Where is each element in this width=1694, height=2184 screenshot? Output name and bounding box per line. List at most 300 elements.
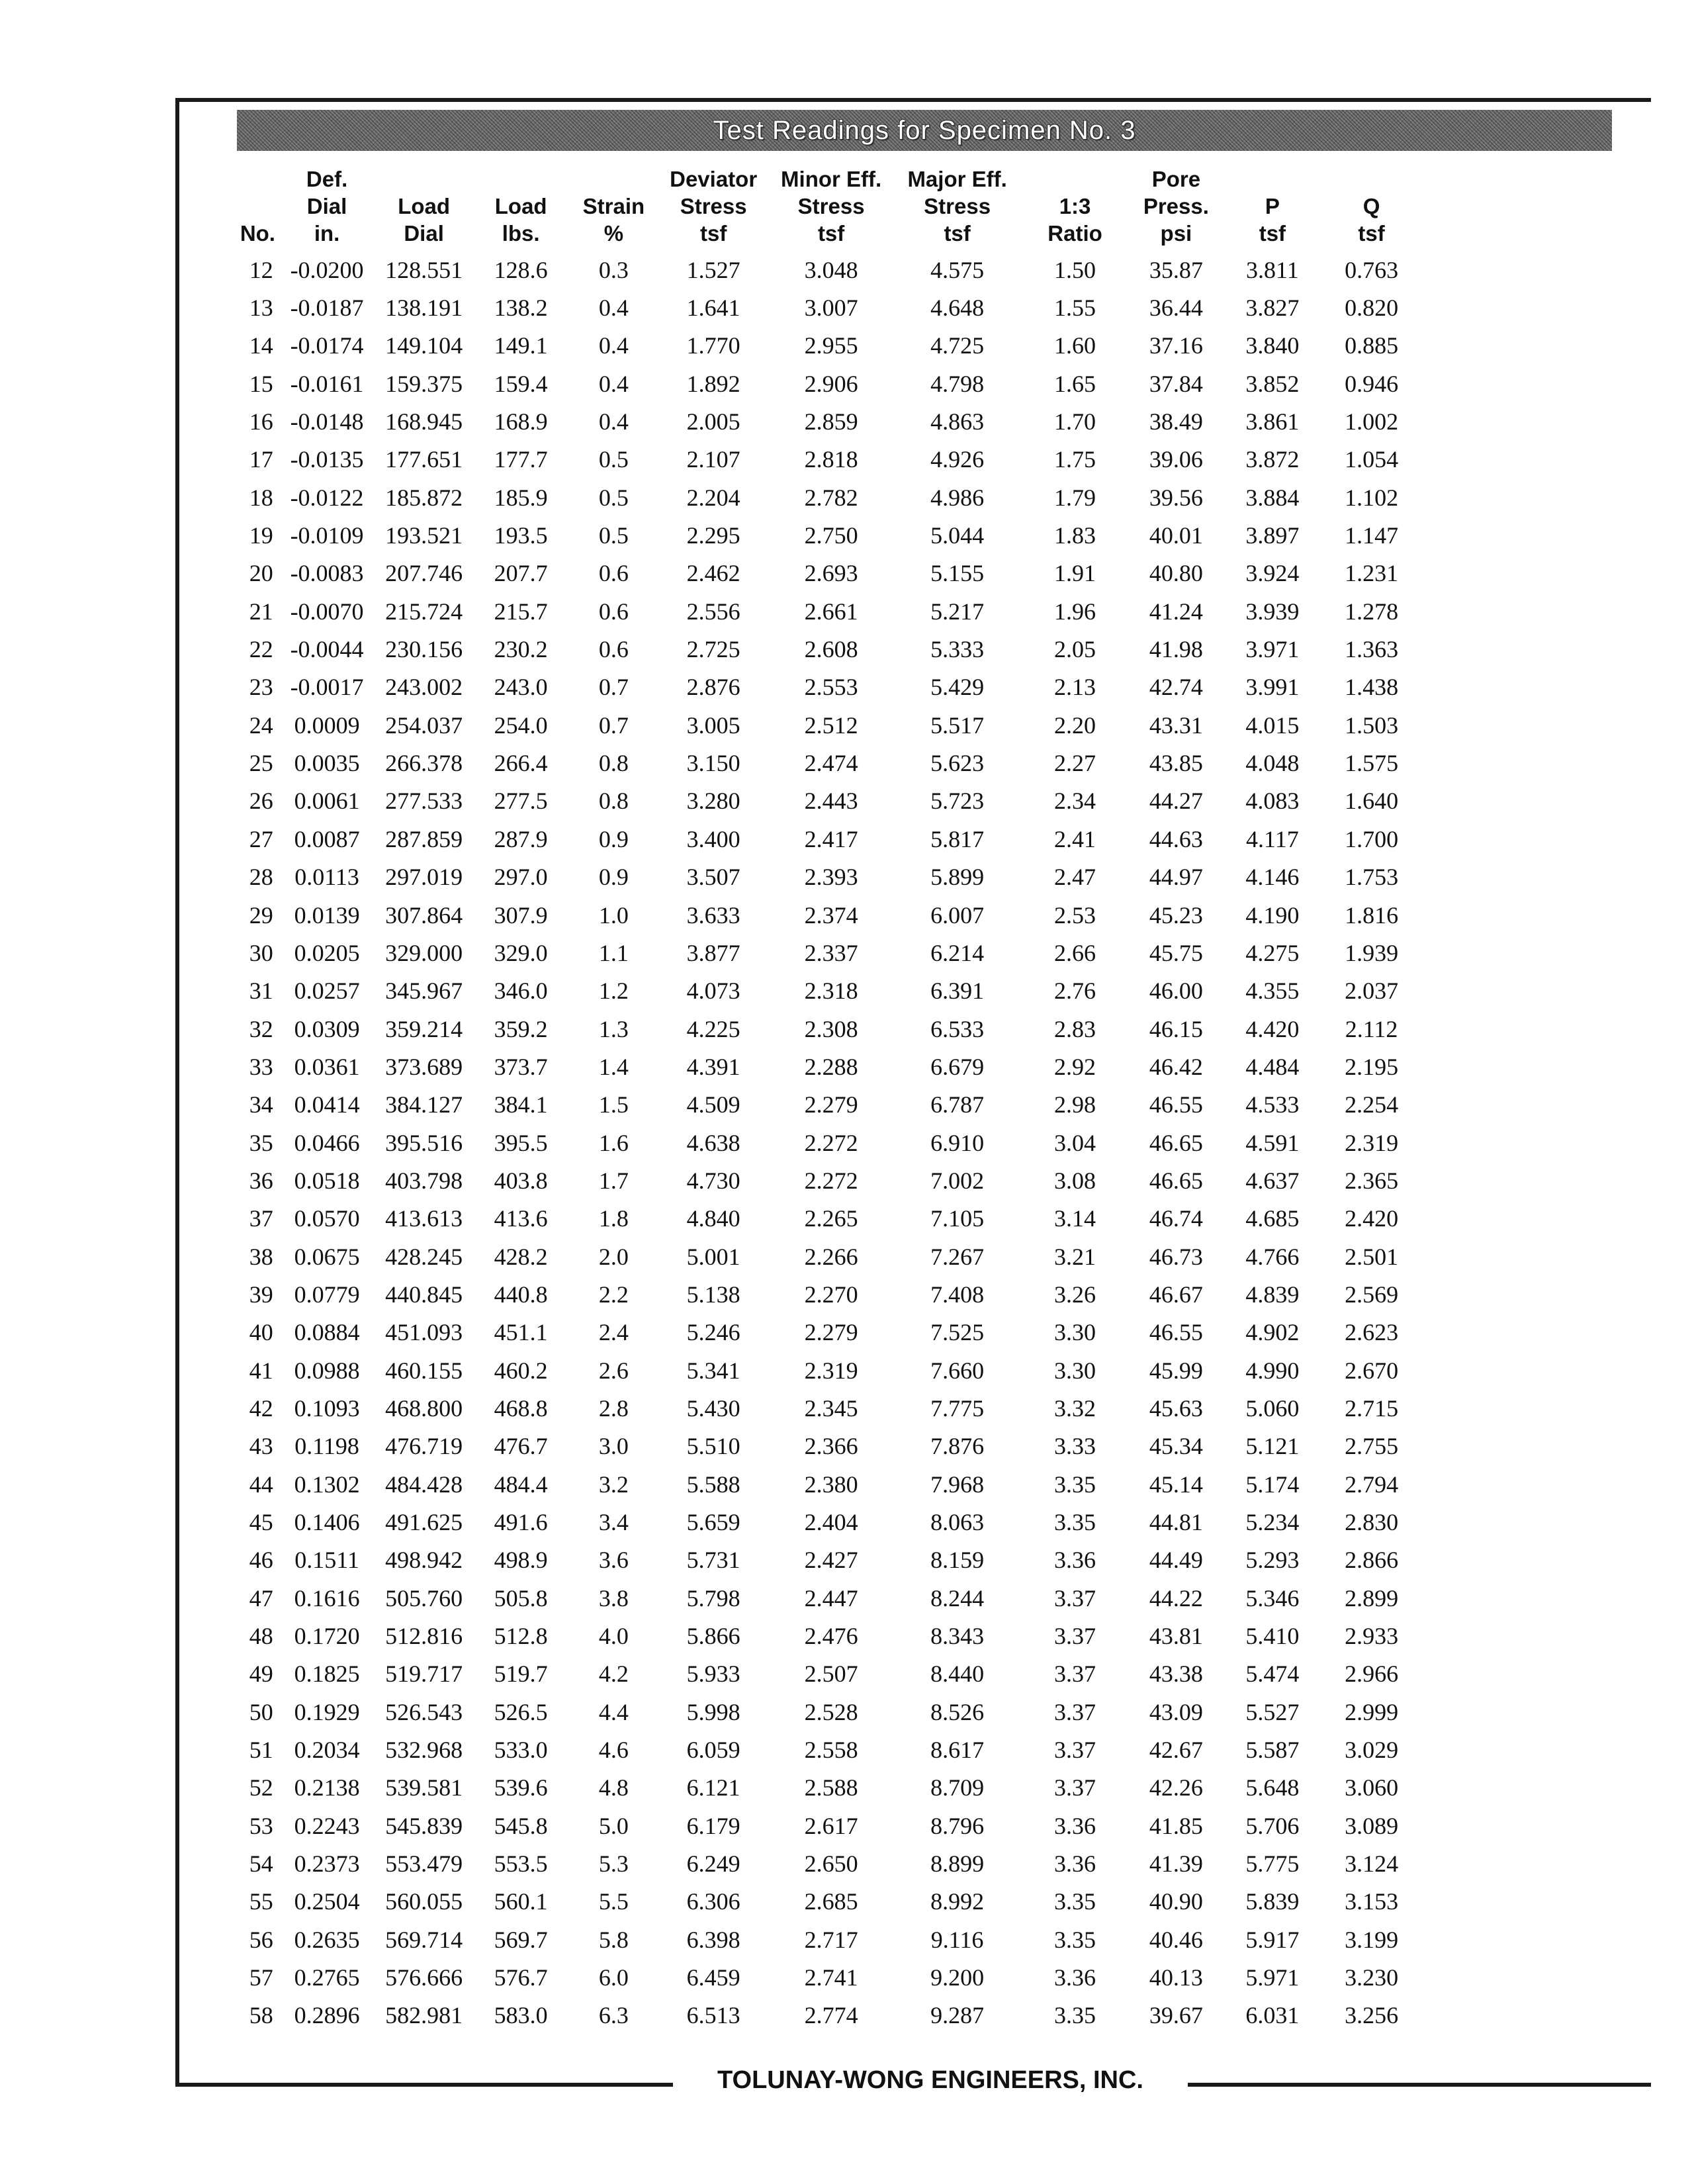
cell-load-lbs: 215.7 — [494, 598, 548, 625]
cell-pore-press: 44.81 — [1149, 1509, 1203, 1536]
cell-load-dial: 287.859 — [385, 825, 463, 852]
cell-p: 4.420 — [1245, 1015, 1300, 1042]
cell-pore-press: 46.65 — [1149, 1167, 1203, 1194]
cell-load-dial: 168.945 — [385, 408, 463, 435]
cell-deviator-stress: 6.249 — [686, 1850, 740, 1878]
cell-deviator-stress: 6.121 — [686, 1774, 740, 1801]
cell-no: 31 — [249, 978, 273, 1005]
cell-no: 30 — [249, 939, 273, 966]
cell-pore-press: 40.80 — [1149, 560, 1203, 587]
cell-load-lbs: 498.9 — [494, 1547, 548, 1574]
cell-pore-press: 38.49 — [1149, 408, 1203, 435]
cell-load-dial: 277.533 — [385, 788, 463, 815]
cell-load-lbs: 403.8 — [494, 1167, 548, 1194]
cell-strain: 5.0 — [598, 1812, 629, 1839]
cell-minor-eff-stress: 2.266 — [804, 1243, 858, 1270]
cell-no: 20 — [249, 560, 273, 587]
table-row — [237, 1465, 1421, 1503]
cell-def-dial: 0.1929 — [294, 1698, 360, 1725]
cell-def-dial: 0.0061 — [294, 788, 360, 815]
cell-strain: 5.3 — [598, 1850, 629, 1878]
cell-minor-eff-stress: 2.374 — [804, 901, 858, 929]
cell-load-lbs: 329.0 — [494, 939, 548, 966]
cell-load-lbs: 428.2 — [494, 1243, 548, 1270]
table-row — [237, 1921, 1421, 1958]
cell-def-dial: -0.0070 — [290, 598, 364, 625]
cell-p: 5.648 — [1245, 1774, 1300, 1801]
cell-major-eff-stress: 7.660 — [930, 1357, 985, 1384]
cell-minor-eff-stress: 2.270 — [804, 1281, 858, 1308]
cell-q: 2.899 — [1345, 1584, 1399, 1612]
cell-major-eff-stress: 6.214 — [930, 939, 985, 966]
cell-no: 38 — [249, 1243, 273, 1270]
cell-q: 1.700 — [1345, 825, 1399, 852]
cell-pore-press: 46.42 — [1149, 1053, 1203, 1080]
cell-load-lbs: 583.0 — [494, 2002, 548, 2029]
cell-q: 0.946 — [1345, 370, 1399, 397]
cell-ratio: 2.27 — [1054, 750, 1096, 777]
cell-q: 2.755 — [1345, 1433, 1399, 1460]
table-row — [237, 1541, 1421, 1579]
cell-load-dial: 498.942 — [385, 1547, 463, 1574]
cell-major-eff-stress: 7.105 — [930, 1205, 985, 1232]
cell-load-dial: 185.872 — [385, 484, 463, 511]
cell-q: 3.199 — [1345, 1926, 1399, 1953]
cell-strain: 0.5 — [598, 522, 629, 549]
cell-deviator-stress: 3.005 — [686, 711, 740, 739]
cell-deviator-stress: 6.179 — [686, 1812, 740, 1839]
cell-load-dial: 451.093 — [385, 1319, 463, 1346]
cell-q: 3.153 — [1345, 1888, 1399, 1915]
cell-major-eff-stress: 4.575 — [930, 256, 985, 283]
cell-strain: 1.3 — [598, 1015, 629, 1042]
cell-pore-press: 45.75 — [1149, 939, 1203, 966]
table-row — [237, 516, 1421, 554]
cell-strain: 3.2 — [598, 1471, 629, 1498]
cell-ratio: 1.65 — [1054, 370, 1096, 397]
cell-strain: 1.6 — [598, 1129, 629, 1156]
cell-def-dial: -0.0083 — [290, 560, 364, 587]
cell-ratio: 3.08 — [1054, 1167, 1096, 1194]
cell-ratio: 2.05 — [1054, 636, 1096, 663]
cell-major-eff-stress: 5.333 — [930, 636, 985, 663]
cell-no: 33 — [249, 1053, 273, 1080]
cell-minor-eff-stress: 2.417 — [804, 825, 858, 852]
cell-ratio: 1.55 — [1054, 295, 1096, 322]
cell-def-dial: 0.0257 — [294, 978, 360, 1005]
cell-deviator-stress: 6.306 — [686, 1888, 740, 1915]
cell-major-eff-stress: 4.648 — [930, 295, 985, 322]
cell-deviator-stress: 5.510 — [686, 1433, 740, 1460]
cell-ratio: 3.37 — [1054, 1661, 1096, 1688]
cell-ratio: 3.35 — [1054, 1888, 1096, 1915]
cell-no: 37 — [249, 1205, 273, 1232]
cell-deviator-stress: 3.280 — [686, 788, 740, 815]
table-row — [237, 820, 1421, 858]
cell-strain: 0.9 — [598, 825, 629, 852]
cell-pore-press: 43.81 — [1149, 1623, 1203, 1650]
cell-def-dial: 0.1720 — [294, 1623, 360, 1650]
cell-deviator-stress: 6.398 — [686, 1926, 740, 1953]
cell-q: 3.029 — [1345, 1737, 1399, 1764]
table-row — [237, 668, 1421, 706]
cell-ratio: 2.76 — [1054, 978, 1096, 1005]
cell-pore-press: 45.99 — [1149, 1357, 1203, 1384]
cell-major-eff-stress: 5.723 — [930, 788, 985, 815]
cell-major-eff-stress: 4.798 — [930, 370, 985, 397]
cell-def-dial: 0.0009 — [294, 711, 360, 739]
cell-load-dial: 403.798 — [385, 1167, 463, 1194]
cell-strain: 1.8 — [598, 1205, 629, 1232]
cell-deviator-stress: 5.138 — [686, 1281, 740, 1308]
cell-no: 34 — [249, 1091, 273, 1118]
cell-pore-press: 43.09 — [1149, 1698, 1203, 1725]
cell-def-dial: 0.0518 — [294, 1167, 360, 1194]
cell-load-lbs: 384.1 — [494, 1091, 548, 1118]
cell-q: 1.640 — [1345, 788, 1399, 815]
cell-no: 18 — [249, 484, 273, 511]
cell-pore-press: 45.34 — [1149, 1433, 1203, 1460]
cell-strain: 2.4 — [598, 1319, 629, 1346]
cell-ratio: 2.53 — [1054, 901, 1096, 929]
cell-major-eff-stress: 4.986 — [930, 484, 985, 511]
cell-def-dial: 0.1616 — [294, 1584, 360, 1612]
cell-minor-eff-stress: 2.318 — [804, 978, 858, 1005]
cell-no: 55 — [249, 1888, 273, 1915]
table-row — [237, 972, 1421, 1010]
cell-p: 4.146 — [1245, 864, 1300, 891]
cell-load-dial: 159.375 — [385, 370, 463, 397]
cell-no: 19 — [249, 522, 273, 549]
cell-minor-eff-stress: 2.265 — [804, 1205, 858, 1232]
table-row — [237, 1428, 1421, 1465]
cell-minor-eff-stress: 2.279 — [804, 1091, 858, 1118]
cell-def-dial: 0.0675 — [294, 1243, 360, 1270]
cell-minor-eff-stress: 2.507 — [804, 1661, 858, 1688]
cell-major-eff-stress: 5.217 — [930, 598, 985, 625]
cell-major-eff-stress: 8.899 — [930, 1850, 985, 1878]
cell-deviator-stress: 5.341 — [686, 1357, 740, 1384]
cell-p: 3.827 — [1245, 295, 1300, 322]
cell-def-dial: 0.0139 — [294, 901, 360, 929]
cell-q: 2.195 — [1345, 1053, 1399, 1080]
cell-load-lbs: 168.9 — [494, 408, 548, 435]
cell-ratio: 3.26 — [1054, 1281, 1096, 1308]
cell-major-eff-stress: 6.007 — [930, 901, 985, 929]
cell-minor-eff-stress: 2.685 — [804, 1888, 858, 1915]
table-row — [237, 1693, 1421, 1731]
cell-strain: 0.4 — [598, 295, 629, 322]
cell-no: 48 — [249, 1623, 273, 1650]
cell-load-lbs: 440.8 — [494, 1281, 548, 1308]
cell-q: 1.002 — [1345, 408, 1399, 435]
cell-strain: 3.6 — [598, 1547, 629, 1574]
cell-major-eff-stress: 5.044 — [930, 522, 985, 549]
cell-load-dial: 384.127 — [385, 1091, 463, 1118]
cell-q: 1.102 — [1345, 484, 1399, 511]
cell-major-eff-stress: 5.155 — [930, 560, 985, 587]
cell-strain: 4.4 — [598, 1698, 629, 1725]
cell-load-lbs: 505.8 — [494, 1584, 548, 1612]
table-row — [237, 1314, 1421, 1351]
cell-no: 52 — [249, 1774, 273, 1801]
cell-strain: 1.4 — [598, 1053, 629, 1080]
cell-minor-eff-stress: 2.693 — [804, 560, 858, 587]
cell-load-lbs: 297.0 — [494, 864, 548, 891]
cell-q: 3.060 — [1345, 1774, 1399, 1801]
table-row — [237, 1086, 1421, 1124]
cell-minor-eff-stress: 2.393 — [804, 864, 858, 891]
cell-p: 5.121 — [1245, 1433, 1300, 1460]
cell-major-eff-stress: 6.679 — [930, 1053, 985, 1080]
cell-major-eff-stress: 8.343 — [930, 1623, 985, 1650]
cell-load-dial: 545.839 — [385, 1812, 463, 1839]
table-row — [237, 1844, 1421, 1882]
cell-strain: 0.7 — [598, 674, 629, 701]
cell-strain: 0.3 — [598, 256, 629, 283]
cell-pore-press: 43.85 — [1149, 750, 1203, 777]
cell-load-lbs: 138.2 — [494, 295, 548, 322]
cell-minor-eff-stress: 2.404 — [804, 1509, 858, 1536]
cell-major-eff-stress: 9.287 — [930, 2002, 985, 2029]
cell-deviator-stress: 5.866 — [686, 1623, 740, 1650]
table-row — [237, 1579, 1421, 1617]
cell-def-dial: 0.2504 — [294, 1888, 360, 1915]
cell-pore-press: 44.22 — [1149, 1584, 1203, 1612]
cell-minor-eff-stress: 2.818 — [804, 446, 858, 473]
header-def-dial: Def. Dial in. — [306, 167, 348, 246]
cell-strain: 4.6 — [598, 1737, 629, 1764]
cell-load-dial: 428.245 — [385, 1243, 463, 1270]
cell-def-dial: 0.2034 — [294, 1737, 360, 1764]
table-row — [237, 365, 1421, 402]
cell-minor-eff-stress: 2.319 — [804, 1357, 858, 1384]
cell-q: 2.569 — [1345, 1281, 1399, 1308]
cell-no: 46 — [249, 1547, 273, 1574]
cell-minor-eff-stress: 2.741 — [804, 1964, 858, 1991]
cell-pore-press: 46.15 — [1149, 1015, 1203, 1042]
cell-load-dial: 476.719 — [385, 1433, 463, 1460]
cell-ratio: 1.60 — [1054, 332, 1096, 359]
cell-pore-press: 45.14 — [1149, 1471, 1203, 1498]
table-row — [237, 289, 1421, 326]
cell-def-dial: -0.0161 — [290, 370, 364, 397]
cell-def-dial: 0.2138 — [294, 1774, 360, 1801]
cell-major-eff-stress: 4.863 — [930, 408, 985, 435]
cell-p: 5.474 — [1245, 1661, 1300, 1688]
cell-def-dial: -0.0122 — [290, 484, 364, 511]
cell-load-dial: 215.724 — [385, 598, 463, 625]
cell-load-dial: 230.156 — [385, 636, 463, 663]
cell-minor-eff-stress: 2.774 — [804, 2002, 858, 2029]
cell-minor-eff-stress: 2.588 — [804, 1774, 858, 1801]
cell-pore-press: 41.98 — [1149, 636, 1203, 663]
cell-load-dial: 440.845 — [385, 1281, 463, 1308]
cell-no: 53 — [249, 1812, 273, 1839]
cell-minor-eff-stress: 2.859 — [804, 408, 858, 435]
cell-ratio: 2.92 — [1054, 1053, 1096, 1080]
cell-def-dial: 0.2243 — [294, 1812, 360, 1839]
cell-major-eff-stress: 6.391 — [930, 978, 985, 1005]
cell-deviator-stress: 6.513 — [686, 2002, 740, 2029]
cell-deviator-stress: 3.507 — [686, 864, 740, 891]
cell-q: 0.820 — [1345, 295, 1399, 322]
cell-deviator-stress: 2.556 — [686, 598, 740, 625]
cell-strain: 0.9 — [598, 864, 629, 891]
cell-minor-eff-stress: 2.279 — [804, 1319, 858, 1346]
cell-def-dial: -0.0148 — [290, 408, 364, 435]
cell-no: 39 — [249, 1281, 273, 1308]
title-banner — [237, 110, 1612, 151]
cell-no: 36 — [249, 1167, 273, 1194]
cell-pore-press: 39.67 — [1149, 2002, 1203, 2029]
cell-pore-press: 42.67 — [1149, 1737, 1203, 1764]
cell-load-lbs: 576.7 — [494, 1964, 548, 1991]
cell-load-dial: 460.155 — [385, 1357, 463, 1384]
cell-ratio: 3.35 — [1054, 1509, 1096, 1536]
cell-no: 35 — [249, 1129, 273, 1156]
cell-load-lbs: 519.7 — [494, 1661, 548, 1688]
table-row — [237, 896, 1421, 934]
cell-def-dial: 0.2765 — [294, 1964, 360, 1991]
cell-load-dial: 512.816 — [385, 1623, 463, 1650]
cell-no: 28 — [249, 864, 273, 891]
cell-p: 6.031 — [1245, 2002, 1300, 2029]
cell-deviator-stress: 1.641 — [686, 295, 740, 322]
cell-q: 0.763 — [1345, 256, 1399, 283]
cell-deviator-stress: 4.509 — [686, 1091, 740, 1118]
cell-no: 51 — [249, 1737, 273, 1764]
cell-pore-press: 44.49 — [1149, 1547, 1203, 1574]
cell-load-lbs: 277.5 — [494, 788, 548, 815]
cell-p: 3.811 — [1246, 256, 1299, 283]
cell-deviator-stress: 4.638 — [686, 1129, 740, 1156]
cell-pore-press: 45.63 — [1149, 1394, 1203, 1422]
cell-def-dial: 0.0087 — [294, 825, 360, 852]
cell-no: 32 — [249, 1015, 273, 1042]
table-row — [237, 402, 1421, 440]
cell-strain: 1.5 — [598, 1091, 629, 1118]
cell-major-eff-stress: 7.408 — [930, 1281, 985, 1308]
cell-strain: 2.2 — [598, 1281, 629, 1308]
cell-major-eff-stress: 6.787 — [930, 1091, 985, 1118]
cell-deviator-stress: 6.059 — [686, 1737, 740, 1764]
cell-def-dial: 0.0988 — [294, 1357, 360, 1384]
cell-no: 12 — [249, 256, 273, 283]
cell-deviator-stress: 5.246 — [686, 1319, 740, 1346]
cell-ratio: 3.36 — [1054, 1547, 1096, 1574]
cell-p: 3.991 — [1245, 674, 1300, 701]
cell-strain: 6.3 — [598, 2002, 629, 2029]
cell-minor-eff-stress: 2.427 — [804, 1547, 858, 1574]
cell-no: 24 — [249, 711, 273, 739]
cell-q: 2.501 — [1345, 1243, 1399, 1270]
cell-pore-press: 35.87 — [1149, 256, 1203, 283]
cell-load-lbs: 539.6 — [494, 1774, 548, 1801]
cell-major-eff-stress: 7.525 — [930, 1319, 985, 1346]
cell-strain: 0.6 — [598, 598, 629, 625]
cell-deviator-stress: 4.730 — [686, 1167, 740, 1194]
cell-ratio: 1.96 — [1054, 598, 1096, 625]
cell-ratio: 1.83 — [1054, 522, 1096, 549]
cell-p: 4.839 — [1245, 1281, 1300, 1308]
cell-load-lbs: 243.0 — [494, 674, 548, 701]
cell-load-lbs: 254.0 — [494, 711, 548, 739]
cell-strain: 0.7 — [598, 711, 629, 739]
cell-p: 4.533 — [1245, 1091, 1300, 1118]
cell-p: 5.587 — [1245, 1737, 1300, 1764]
table-row — [237, 1238, 1421, 1275]
cell-load-lbs: 484.4 — [494, 1471, 548, 1498]
cell-ratio: 1.91 — [1054, 560, 1096, 587]
cell-load-dial: 373.689 — [385, 1053, 463, 1080]
cell-load-lbs: 560.1 — [494, 1888, 548, 1915]
cell-ratio: 2.34 — [1054, 788, 1096, 815]
cell-def-dial: 0.0466 — [294, 1129, 360, 1156]
table-row — [237, 1655, 1421, 1693]
cell-major-eff-stress: 8.063 — [930, 1509, 985, 1536]
table-row — [237, 327, 1421, 365]
cell-ratio: 3.35 — [1054, 2002, 1096, 2029]
table-row — [237, 1124, 1421, 1161]
cell-pore-press: 45.23 — [1149, 901, 1203, 929]
cell-load-lbs: 149.1 — [494, 332, 548, 359]
cell-minor-eff-stress: 2.447 — [804, 1584, 858, 1612]
cell-pore-press: 40.01 — [1149, 522, 1203, 549]
cell-deviator-stress: 5.001 — [686, 1243, 740, 1270]
cell-minor-eff-stress: 2.337 — [804, 939, 858, 966]
test-readings-table — [237, 165, 1421, 2034]
table-row — [237, 441, 1421, 478]
cell-p: 4.083 — [1245, 788, 1300, 815]
cell-major-eff-stress: 5.817 — [930, 825, 985, 852]
cell-p: 3.840 — [1245, 332, 1300, 359]
cell-ratio: 3.33 — [1054, 1433, 1096, 1460]
cell-minor-eff-stress: 2.650 — [804, 1850, 858, 1878]
table-row — [237, 592, 1421, 630]
cell-p: 4.591 — [1245, 1129, 1300, 1156]
cell-load-lbs: 373.7 — [494, 1053, 548, 1080]
cell-def-dial: 0.2635 — [294, 1926, 360, 1953]
cell-pore-press: 46.55 — [1149, 1091, 1203, 1118]
cell-p: 5.174 — [1245, 1471, 1300, 1498]
cell-p: 5.410 — [1245, 1623, 1300, 1650]
cell-q: 1.147 — [1345, 522, 1399, 549]
header-load-dial: Load Dial — [398, 194, 451, 246]
cell-q: 1.438 — [1345, 674, 1399, 701]
cell-major-eff-stress: 7.002 — [930, 1167, 985, 1194]
cell-ratio: 1.75 — [1054, 446, 1096, 473]
cell-load-lbs: 230.2 — [494, 636, 548, 663]
cell-load-lbs: 460.2 — [494, 1357, 548, 1384]
cell-deviator-stress: 2.462 — [686, 560, 740, 587]
cell-deviator-stress: 1.770 — [686, 332, 740, 359]
cell-ratio: 2.20 — [1054, 711, 1096, 739]
cell-pore-press: 46.67 — [1149, 1281, 1203, 1308]
cell-ratio: 3.14 — [1054, 1205, 1096, 1232]
table-row — [237, 1351, 1421, 1389]
cell-major-eff-stress: 8.526 — [930, 1698, 985, 1725]
cell-major-eff-stress: 7.267 — [930, 1243, 985, 1270]
cell-no: 57 — [249, 1964, 273, 1991]
cell-ratio: 3.30 — [1054, 1319, 1096, 1346]
cell-p: 5.346 — [1245, 1584, 1300, 1612]
cell-def-dial: 0.0779 — [294, 1281, 360, 1308]
cell-minor-eff-stress: 2.366 — [804, 1433, 858, 1460]
cell-p: 4.015 — [1245, 711, 1300, 739]
cell-def-dial: -0.0017 — [290, 674, 364, 701]
cell-strain: 1.2 — [598, 978, 629, 1005]
